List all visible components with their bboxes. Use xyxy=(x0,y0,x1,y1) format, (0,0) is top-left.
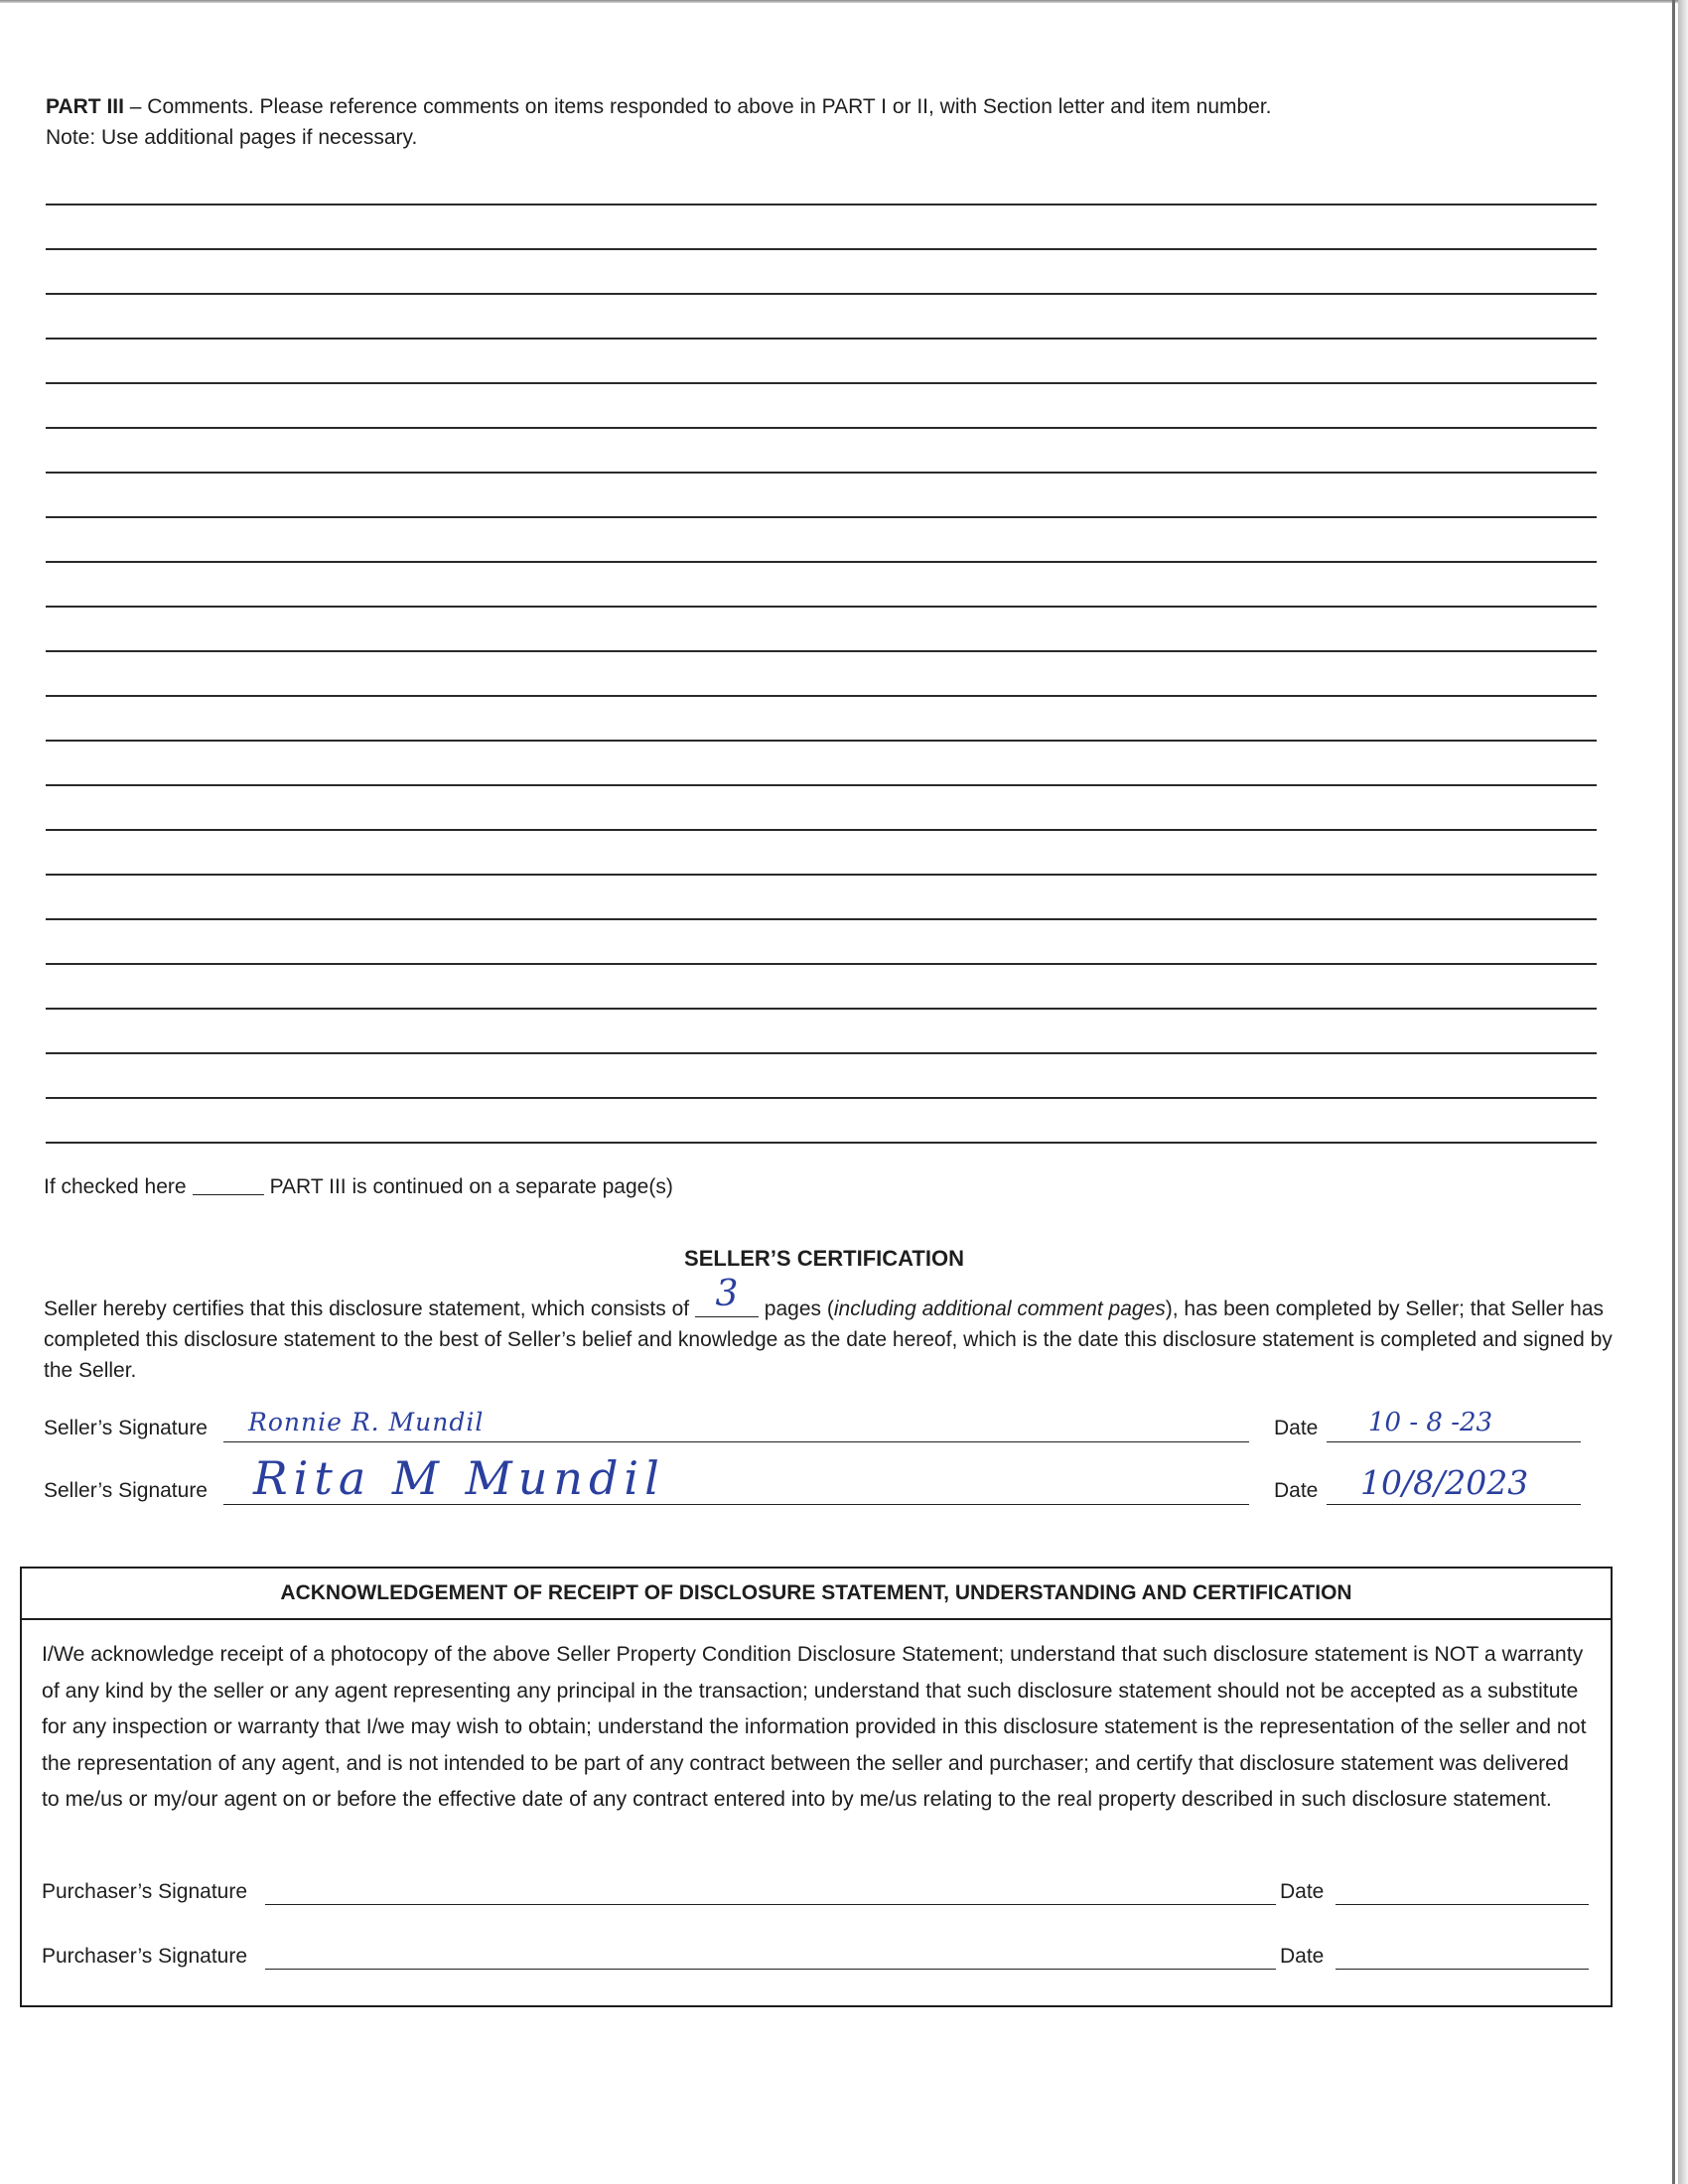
seller-date-1: 10 - 8 -23 xyxy=(1368,1408,1493,1437)
comment-line[interactable] xyxy=(46,650,1597,652)
part3-note: Note: Use additional pages if necessary. xyxy=(46,126,418,149)
comment-line[interactable] xyxy=(46,740,1597,742)
comment-line[interactable] xyxy=(46,382,1597,384)
comment-line[interactable] xyxy=(46,1008,1597,1010)
comment-line[interactable] xyxy=(46,963,1597,965)
seller-date-label-1: Date xyxy=(1274,1417,1319,1439)
comment-line[interactable] xyxy=(46,695,1597,697)
certification-text-before: Seller hereby certifies that this disclosure statement, which consists of xyxy=(44,1297,690,1320)
comment-line[interactable] xyxy=(46,829,1597,831)
seller-signature-2: Rita M Mundil xyxy=(253,1451,665,1505)
purchaser-signature-line-2[interactable] xyxy=(265,1969,1276,1970)
certification-text-after: ), has been completed by Seller; that Seller has completed this disclosure statement to the best of Seller’s belief and knowledge as the date hereof, which is the date this disclosure statement is completed and signed by the Seller. xyxy=(44,1297,1613,1382)
comment-line[interactable] xyxy=(46,1052,1597,1054)
certification-title: SELLER’S CERTIFICATION xyxy=(684,1246,964,1271)
certification-text-italic: including additional comment pages xyxy=(833,1297,1166,1320)
seller-date-line-2[interactable] xyxy=(1327,1504,1581,1505)
seller-date-2: 10/8/2023 xyxy=(1360,1463,1529,1502)
scan-right-shadow xyxy=(1678,0,1688,2184)
purchaser-signature-label-1: Purchaser’s Signature xyxy=(42,1880,248,1903)
comment-line[interactable] xyxy=(46,248,1597,250)
seller-signature-1: Ronnie R. Mundil xyxy=(248,1408,485,1436)
comment-line[interactable] xyxy=(46,561,1597,563)
comment-line[interactable] xyxy=(46,293,1597,295)
comment-line[interactable] xyxy=(46,918,1597,920)
seller-date-line-1[interactable] xyxy=(1327,1441,1581,1442)
purchaser-signature-line-1[interactable] xyxy=(265,1904,1276,1905)
scan-top-edge xyxy=(0,0,1688,3)
comment-line[interactable] xyxy=(46,874,1597,876)
seller-signature-label-2: Seller’s Signature xyxy=(44,1479,208,1502)
comment-line[interactable] xyxy=(46,204,1597,205)
seller-signature-label-1: Seller’s Signature xyxy=(44,1417,208,1439)
comment-line[interactable] xyxy=(46,1142,1597,1144)
continued-prefix: If checked here xyxy=(44,1175,187,1198)
part3-label: PART III xyxy=(46,95,124,118)
purchaser-date-line-1[interactable] xyxy=(1336,1904,1589,1905)
continued-checkbox-blank[interactable] xyxy=(193,1194,264,1195)
comment-line[interactable] xyxy=(46,1097,1597,1099)
pages-count-value: 3 xyxy=(715,1274,739,1314)
certification-text-pages: pages ( xyxy=(758,1297,834,1320)
acknowledgement-body: I/We acknowledge receipt of a photocopy of the above Seller Property Condition Disclosure Statement; understand that such disclosure statement is NOT a warranty of any kind by the seller or any agent representing any principal in the transaction; understand that such disclosure statement should not be accepted as a substitute for any inspection or warranty that I/we may wish to obtain; understand the information provided in this disclosure statement is the representation of the seller and not the representation of any agent, and is not intended to be part of any contract between the seller and purchaser; and certify that disclosure statement was delivered to me/us or my/our agent on or before the effective date of any contract entered into by me/us relating to the real property described in such disclosure statement. xyxy=(42,1642,1587,1811)
scan-right-edge xyxy=(1672,0,1675,2184)
acknowledgement-title: ACKNOWLEDGEMENT OF RECEIPT OF DISCLOSURE STATEMENT, UNDERSTANDING AND CERTIFICATION xyxy=(22,1569,1611,1620)
comment-line[interactable] xyxy=(46,516,1597,518)
seller-date-label-2: Date xyxy=(1274,1479,1319,1502)
acknowledgement-box xyxy=(20,1567,1613,2007)
comment-line[interactable] xyxy=(46,427,1597,429)
continued-suffix: PART III is continued on a separate page(s) xyxy=(269,1175,673,1198)
comment-line[interactable] xyxy=(46,338,1597,340)
part3-instructions xyxy=(46,91,1595,153)
purchaser-date-label-1: Date xyxy=(1280,1880,1325,1903)
part3-heading-text: – Comments. Please reference comments on items responded to above in PART I or II, with Section letter and item number. xyxy=(123,95,1272,118)
purchaser-date-line-2[interactable] xyxy=(1336,1969,1589,1970)
continued-line xyxy=(44,1175,673,1199)
certification-text xyxy=(44,1274,1613,1386)
purchaser-signature-label-2: Purchaser’s Signature xyxy=(42,1945,248,1968)
comment-line[interactable] xyxy=(46,606,1597,608)
pages-count-field[interactable] xyxy=(695,1274,759,1317)
comment-line[interactable] xyxy=(46,784,1597,786)
comment-line[interactable] xyxy=(46,472,1597,474)
seller-signature-line-1[interactable] xyxy=(223,1441,1249,1442)
purchaser-date-label-2: Date xyxy=(1280,1945,1325,1968)
